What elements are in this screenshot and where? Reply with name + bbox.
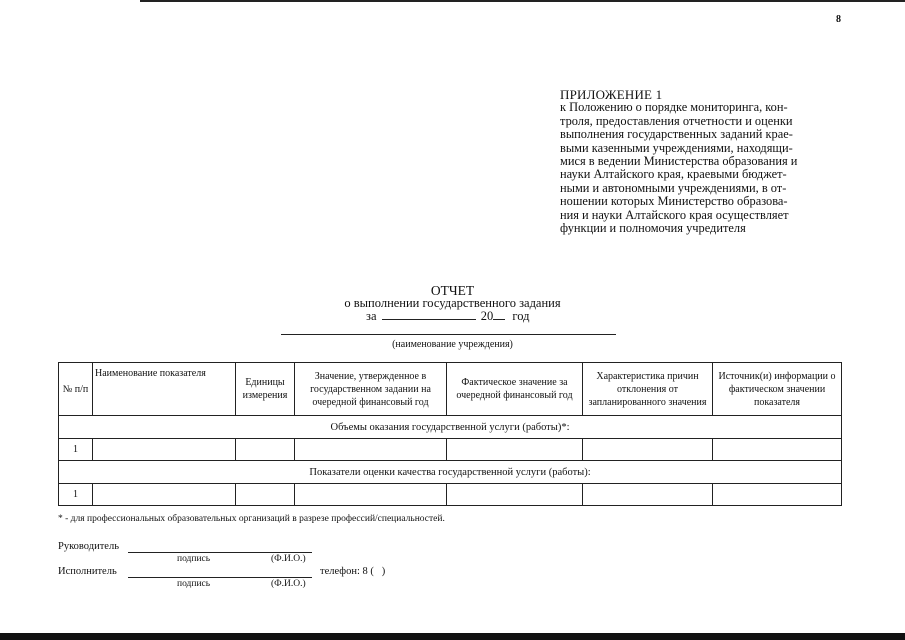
- top-border-line: [140, 0, 905, 2]
- appendix-line: троля, предоставления отчетности и оценки: [560, 113, 793, 128]
- appendix-line: науки Алтайского края, краевыми бюджет-: [560, 167, 787, 182]
- column-header-actual-value: Фактическое значение за очередной финансовый год: [447, 363, 583, 416]
- org-name-caption: (наименование учреждения): [392, 339, 513, 350]
- section-row: [59, 461, 842, 484]
- report-table: [58, 362, 842, 506]
- report-title: ОТЧЕТ: [430, 283, 475, 298]
- table-row: [59, 439, 842, 461]
- period-prefix: за: [366, 309, 377, 323]
- table-header-row: [59, 363, 842, 416]
- phone-label: телефон: 8 ( ): [320, 566, 386, 577]
- column-header-units: Единицы измерения: [236, 363, 295, 416]
- column-header-deviation-reasons: Характеристика причин отклонения от запланированного значения: [583, 363, 713, 416]
- table-cell[interactable]: [295, 439, 447, 461]
- appendix-line: ными и автономными учреждениями, в от-: [560, 180, 787, 195]
- executor-sign-caption: подпись: [177, 579, 211, 589]
- appendix-line: к Положению о порядке мониторинга, кон-: [560, 100, 788, 115]
- column-header-approved-value: Значение, утвержденное в государственном задании на очередной финансовый год: [295, 363, 447, 416]
- table-cell[interactable]: [713, 484, 842, 506]
- section-row: [59, 416, 842, 439]
- table-cell[interactable]: [583, 439, 713, 461]
- page-number: 8: [836, 14, 841, 25]
- table-footnote: * - для профессиональных образовательных организаций в разрезе профессий/специальностей.: [58, 514, 445, 524]
- table-cell[interactable]: [93, 484, 236, 506]
- section-title: Объемы оказания государственной услуги (работы)*:: [59, 416, 842, 439]
- year-blank-field[interactable]: [493, 309, 505, 320]
- column-header-number: № п/п: [59, 363, 93, 416]
- table-cell[interactable]: [295, 484, 447, 506]
- org-name-field[interactable]: [281, 334, 616, 335]
- executor-name-caption: (Ф.И.О.): [271, 579, 306, 589]
- table-cell[interactable]: [447, 439, 583, 461]
- appendix-block: [560, 88, 860, 235]
- table-cell[interactable]: [713, 439, 842, 461]
- executor-signature-field[interactable]: [128, 577, 312, 578]
- head-label: Руководитель: [58, 541, 119, 552]
- head-name-caption: (Ф.И.О.): [271, 554, 306, 564]
- column-header-indicator-name: Наименование показателя: [93, 363, 236, 416]
- period-suffix: год: [512, 309, 530, 323]
- row-number: 1: [59, 439, 93, 461]
- table-cell[interactable]: [236, 439, 295, 461]
- appendix-line: функции и полномочия учредителя: [560, 221, 746, 236]
- table-cell[interactable]: [583, 484, 713, 506]
- report-subtitle: о выполнении государственного задания: [344, 296, 561, 310]
- table-cell[interactable]: [447, 484, 583, 506]
- period-blank-field[interactable]: [382, 309, 476, 320]
- appendix-line: ния и науки Алтайского края осуществляет: [560, 207, 789, 222]
- row-number: 1: [59, 484, 93, 506]
- appendix-line: выполнения государственных заданий крае-: [560, 127, 793, 142]
- table-row: [59, 484, 842, 506]
- section-title: Показатели оценки качества государственной услуги (работы):: [59, 461, 842, 484]
- period-year: 20: [480, 309, 494, 323]
- table-cell[interactable]: [93, 439, 236, 461]
- appendix-title: ПРИЛОЖЕНИЕ 1: [560, 87, 663, 102]
- report-period: [366, 309, 529, 324]
- appendix-line: ношении которых Министерство образова-: [560, 194, 788, 209]
- bottom-border-line: [0, 633, 905, 640]
- head-signature-field[interactable]: [128, 552, 312, 553]
- appendix-line: мися в ведении Министерства образования и: [560, 154, 798, 169]
- table-cell[interactable]: [236, 484, 295, 506]
- head-sign-caption: подпись: [177, 554, 211, 564]
- appendix-line: выми казенными учреждениями, находящи-: [560, 140, 793, 155]
- column-header-info-source: Источник(и) информации о фактическом значении показателя: [713, 363, 842, 416]
- executor-label: Исполнитель: [58, 566, 117, 577]
